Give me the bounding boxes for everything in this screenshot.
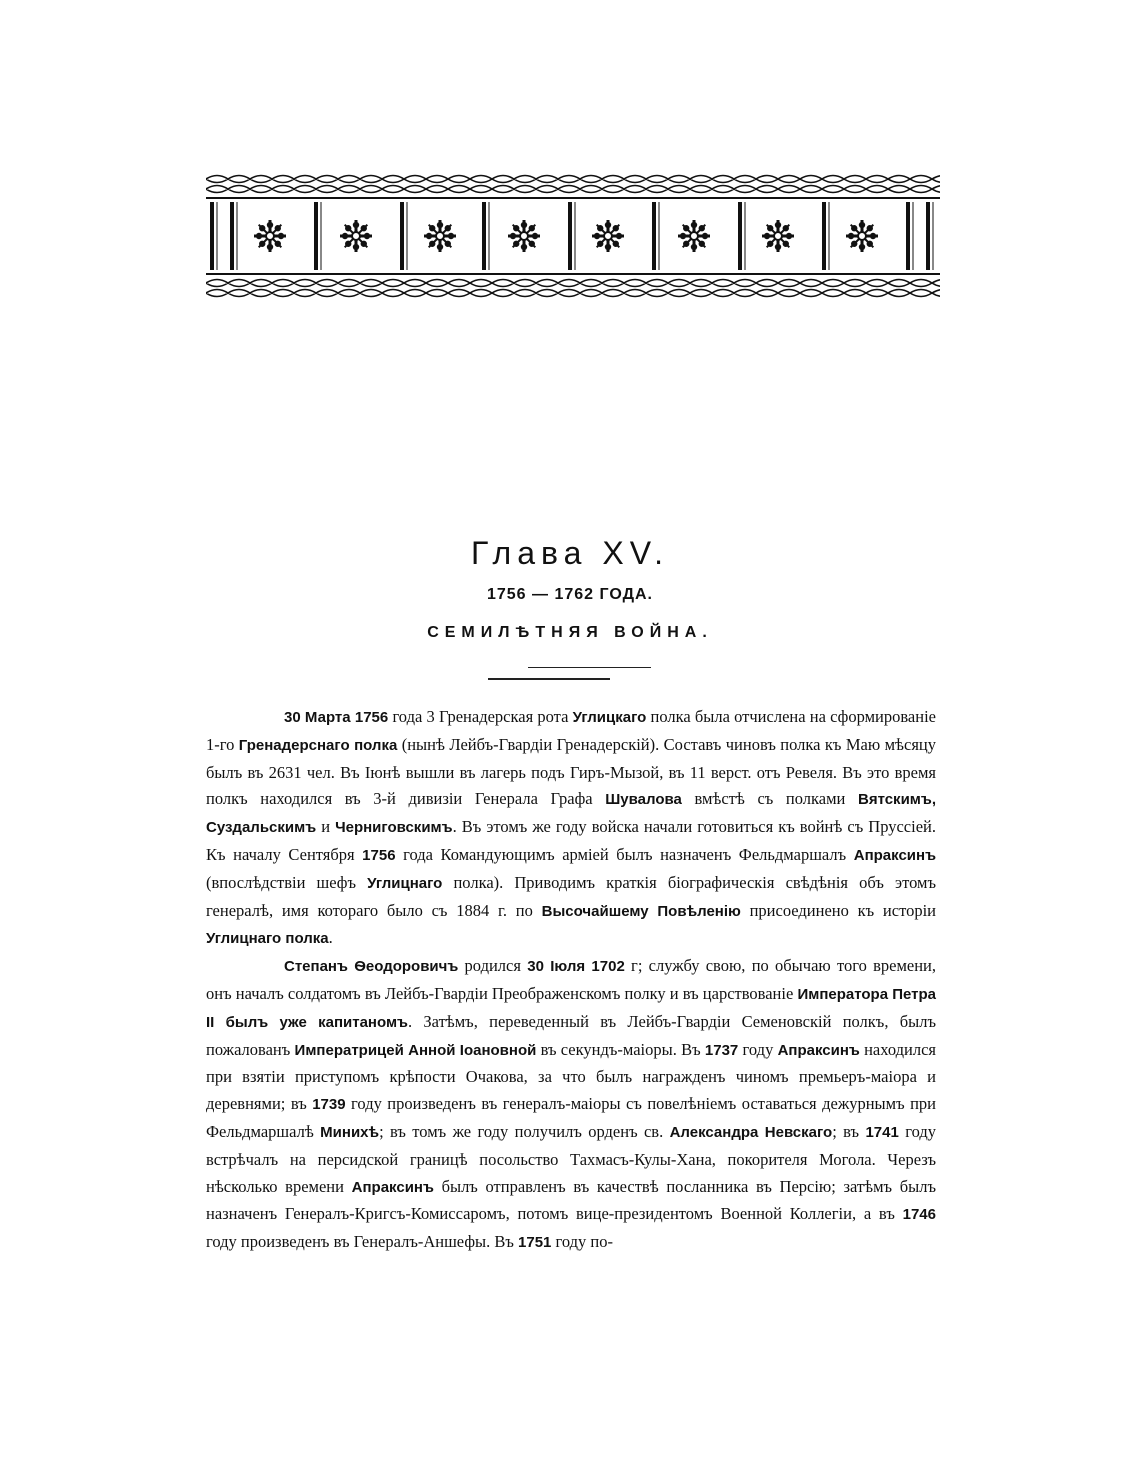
frame-post: [568, 202, 572, 270]
frame-post: [926, 202, 930, 270]
bold-text-run: Апраксинъ: [777, 1041, 860, 1059]
rosette-leaf: [699, 225, 705, 231]
ornament-svg: [206, 172, 940, 300]
rosette-leaf: [783, 241, 789, 247]
rosette-leaf: [259, 241, 265, 247]
rosette-leaf: [605, 244, 611, 250]
chapter-years: 1756 — 1762 ГОДА.: [486, 586, 653, 603]
rosette-center: [520, 232, 528, 240]
rosette-leaf: [783, 225, 789, 231]
text-run: родился: [458, 956, 528, 976]
rosette-leaf: [437, 244, 443, 250]
rosette-leaf: [848, 233, 854, 239]
rosette-leaf: [278, 233, 284, 239]
rosette-leaf: [437, 222, 443, 228]
chapter-subtitle: СЕМИЛѢТНЯЯ ВОЙНА.: [427, 624, 713, 641]
frame-post: [400, 202, 404, 270]
rosette-leaf: [613, 241, 619, 247]
text-run: .: [328, 928, 333, 948]
rosette-leaf: [613, 225, 619, 231]
text-run: года 3 Гренадерская рота: [388, 707, 573, 726]
rosette-leaf: [683, 241, 689, 247]
bold-text-run: Шувалова: [605, 791, 682, 809]
rosette-leaf: [361, 241, 367, 247]
text-run: находился при взятіи приступомъ крѣпости Очакова, за что былъ награжденъ чиномъ премьеръ-маіора и деревнями; въ: [206, 1039, 937, 1114]
rosette-leaf: [870, 233, 876, 239]
bold-text-run: Высочайшему Повѣленію: [541, 902, 741, 920]
rosette-leaf: [775, 244, 781, 250]
rosette-leaf: [702, 233, 708, 239]
bold-text-run: 1746: [902, 1206, 936, 1224]
rosette-center: [774, 232, 782, 240]
bold-text-run: Гренадерснаго полка: [238, 736, 398, 754]
rosette-center: [352, 232, 360, 240]
frame-post: [230, 202, 234, 270]
rosette-leaf: [767, 225, 773, 231]
rosette-leaf: [764, 233, 770, 239]
rosette-leaf: [529, 241, 535, 247]
rosette-leaf: [532, 233, 538, 239]
ornamental-header-border: [206, 172, 940, 300]
rosette-leaf: [680, 233, 686, 239]
rosette-leaf: [775, 222, 781, 228]
frame-post: [210, 202, 214, 270]
text-run: (впослѣдствіи шефъ: [206, 872, 368, 892]
bold-text-run: былъ уже капитаномъ: [225, 1013, 408, 1031]
rosette-leaf: [859, 244, 865, 250]
frame-post: [738, 202, 742, 270]
rosette-leaf: [867, 241, 873, 247]
text-run: года Командующимъ арміей былъ назначенъ Фельдмаршалъ: [395, 844, 854, 864]
bold-text-run: Черниговскимъ: [335, 819, 453, 837]
bold-text-run: 1741: [865, 1123, 899, 1141]
text-run: году: [738, 1039, 778, 1059]
divider-rule-lower: [488, 678, 610, 680]
bold-text-run: Императора Петра II: [206, 985, 936, 1031]
text-run: [214, 1012, 225, 1031]
rosette-leaf: [851, 241, 857, 247]
rosette-leaf: [364, 233, 370, 239]
rosette-leaf: [521, 222, 527, 228]
text-run: и: [316, 817, 336, 837]
rosette-leaf: [867, 225, 873, 231]
text-run: году произведенъ въ Генералъ-Аншефы. Въ: [206, 1232, 519, 1252]
bold-text-run: 1756: [362, 846, 396, 864]
rosette-center: [690, 232, 698, 240]
rosette-leaf: [256, 233, 262, 239]
rosette-leaf: [345, 225, 351, 231]
rosette-leaf: [267, 244, 273, 250]
rosette-leaf: [597, 241, 603, 247]
bold-text-run: Углицнаго полка: [206, 930, 329, 948]
chain-band: [206, 290, 940, 297]
rosette-leaf: [275, 225, 281, 231]
rosette-leaf: [445, 241, 451, 247]
chapter-body: [206, 704, 936, 1257]
frame-post: [482, 202, 486, 270]
bold-text-run: Углицнаго: [367, 874, 443, 892]
bold-text-run: 30 Іюля 1702: [527, 958, 625, 976]
text-run: присоединено къ исторіи: [740, 900, 936, 920]
text-run: былъ отправленъ въ качествѣ посланника въ Персію; затѣмъ былъ назначенъ Генералъ-Кригсъ-Комиссаромъ, потомъ вице-президентомъ Военной Коллегіи, а въ: [206, 1176, 936, 1224]
bold-text-run: Александра Невскаго: [669, 1123, 833, 1141]
text-run: году произведенъ въ генералъ-маіоры съ повелѣніемъ оставаться дежурнымъ при Фельдмаршалѣ: [206, 1094, 936, 1141]
rosette-leaf: [521, 244, 527, 250]
rosette-leaf: [448, 233, 454, 239]
chain-band: [206, 176, 940, 183]
rosette-leaf: [691, 244, 697, 250]
chapter-title: Глава XV.: [471, 535, 669, 571]
rosette-leaf: [683, 225, 689, 231]
text-run: году встрѣчалъ на персидской границѣ посольство Тахмасъ-Кулы-Хана, покорителя Могола. Черезъ нѣсколько времени: [206, 1121, 936, 1196]
rosette-center: [266, 232, 274, 240]
rosette-leaf: [605, 222, 611, 228]
rosette-leaf: [513, 225, 519, 231]
rosette-leaf: [259, 225, 265, 231]
text-run: ; въ томъ же году получилъ орденъ св.: [379, 1121, 670, 1141]
text-run: вмѣстѣ съ полками: [681, 789, 858, 809]
text-run: году по-: [551, 1232, 614, 1252]
bold-text-run: 30 Марта 1756: [284, 709, 389, 726]
rosette-center: [604, 232, 612, 240]
rosette-leaf: [767, 241, 773, 247]
bold-text-run: 1737: [704, 1041, 739, 1059]
rosette-leaf: [699, 241, 705, 247]
chain-band: [206, 280, 940, 287]
divider-rule-upper: [528, 667, 651, 668]
rosette-leaf: [529, 225, 535, 231]
frame-post: [314, 202, 318, 270]
rosette-leaf: [342, 233, 348, 239]
rosette-leaf: [426, 233, 432, 239]
rosette-leaf: [597, 225, 603, 231]
bold-text-run: 1751: [518, 1234, 552, 1252]
rosette-leaf: [345, 241, 351, 247]
rosette-leaf: [353, 244, 359, 250]
chain-band: [206, 186, 940, 193]
text-run: . Затѣмъ, переведенный въ Лейбъ-Гвардіи Семеновскій полкъ, былъ пожалованъ: [206, 1011, 936, 1059]
rosette-leaf: [445, 225, 451, 231]
rosette-leaf: [786, 233, 792, 239]
paragraph: [206, 704, 936, 953]
bold-text-run: Углицкаго: [572, 709, 647, 726]
bold-text-run: Императрицей Анной Іоановной: [294, 1041, 537, 1059]
text-run: г; службу свою, по обычаю того времени, онъ началъ солдатомъ въ Лейбъ-Гвардіи Преображенскомъ полку и въ царствованіе: [206, 956, 937, 1003]
bold-text-run: Апраксинъ: [853, 846, 936, 864]
bold-text-run: Степанъ Ѳеодоровичъ: [284, 958, 459, 976]
rosette-leaf: [510, 233, 516, 239]
bold-text-run: Апраксинъ: [351, 1178, 434, 1196]
rosette-leaf: [691, 222, 697, 228]
frame-post: [652, 202, 656, 270]
rosette-leaf: [594, 233, 600, 239]
rosette-leaf: [851, 225, 857, 231]
rosette-leaf: [859, 222, 865, 228]
rosette-leaf: [361, 225, 367, 231]
text-run: полка). Приводимъ краткія біографическія свѣдѣнія объ этомъ генералѣ, имя котораго было съ 1884 г. по: [206, 872, 936, 920]
rosette-leaf: [353, 222, 359, 228]
paragraph: [206, 953, 936, 1257]
rosette-leaf: [275, 241, 281, 247]
text-run: . Въ этомъ же году войска начали готовиться къ войнѣ съ Пруссіей. Къ началу Сентября: [206, 817, 936, 864]
rosette-leaf: [429, 225, 435, 231]
rosette-leaf: [616, 233, 622, 239]
bold-text-run: Минихѣ: [320, 1123, 380, 1141]
text-run: полка была отчислена на сформированіе 1-го: [206, 707, 936, 754]
rosette-center: [858, 232, 866, 240]
bold-text-run: Вятскимъ, Суздальскимъ: [206, 791, 936, 837]
rosette-center: [436, 232, 444, 240]
text-run: (нынѣ Лейбъ-Гвардіи Гренадерскій). Составъ чиновъ полка къ Маю мѣсяцу былъ въ 2631 чел. Въ Іюнѣ вышли въ лагерь подъ Гиръ-Мызой, въ 11 верст. отъ Ревеля. Въ это время полкъ находился въ 3-й дивизіи Генерала Графа: [206, 734, 937, 809]
text-run: ; въ: [832, 1121, 866, 1141]
frame-post: [822, 202, 826, 270]
rosette-leaf: [267, 222, 273, 228]
bold-text-run: 1739: [312, 1096, 346, 1114]
rosette-leaf: [513, 241, 519, 247]
rosette-leaf: [429, 241, 435, 247]
frame-post: [906, 202, 910, 270]
text-run: въ секундъ-маіоры. Въ: [536, 1039, 705, 1059]
